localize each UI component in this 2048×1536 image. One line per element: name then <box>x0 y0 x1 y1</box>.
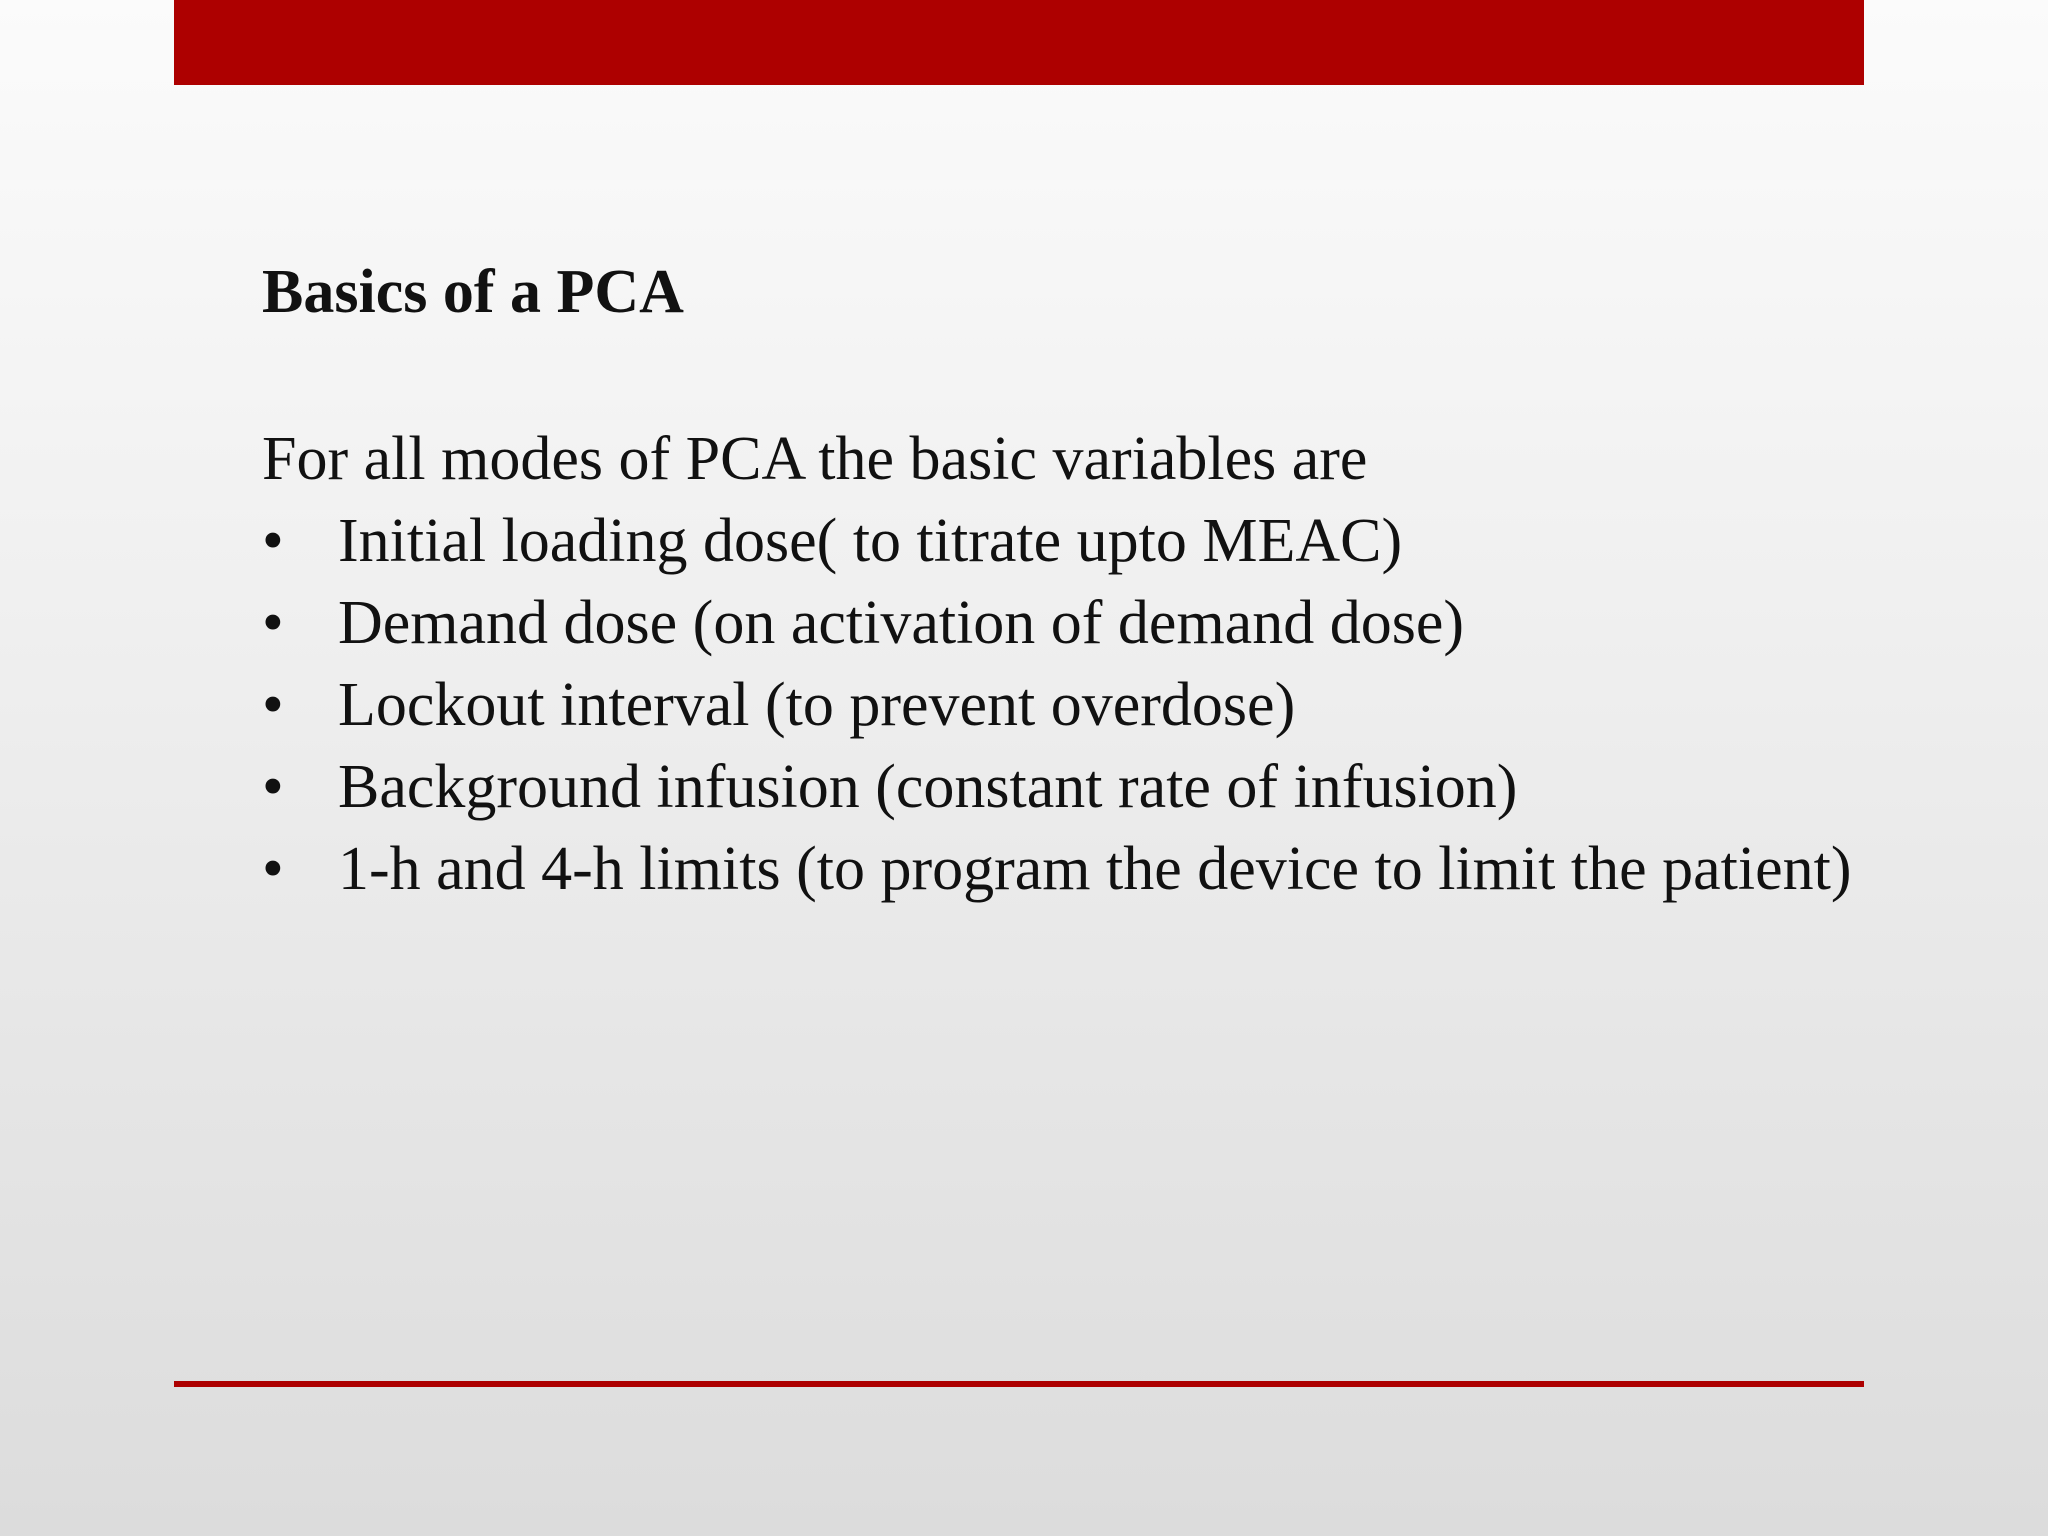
list-item <box>262 664 2032 746</box>
list-item <box>262 828 2032 910</box>
bullet-marker: • <box>262 671 284 739</box>
bullet-marker: • <box>262 835 284 903</box>
list-item <box>262 500 2032 582</box>
bullet-marker: • <box>262 589 284 657</box>
bullet-text: Initial loading dose( to titrate upto MEAC) <box>338 507 1403 575</box>
header-accent-bar <box>174 0 1864 85</box>
bullet-text: Lockout interval (to prevent overdose) <box>338 671 1296 739</box>
bullet-marker: • <box>262 507 284 575</box>
bullet-list <box>262 500 2032 910</box>
bullet-marker: • <box>262 753 284 821</box>
bullet-text: Background infusion (constant rate of infusion) <box>338 753 1518 821</box>
slide-title: Basics of a PCA <box>262 258 684 326</box>
slide-content <box>262 252 2032 910</box>
bullet-text: Demand dose (on activation of demand dose) <box>338 589 1464 657</box>
intro-text: For all modes of PCA the basic variables are <box>262 425 1368 493</box>
footer-divider <box>174 1381 1864 1387</box>
list-item <box>262 746 2032 828</box>
bullet-text: 1-h and 4-h limits (to program the device to limit the patient) <box>338 835 1852 903</box>
list-item <box>262 582 2032 664</box>
